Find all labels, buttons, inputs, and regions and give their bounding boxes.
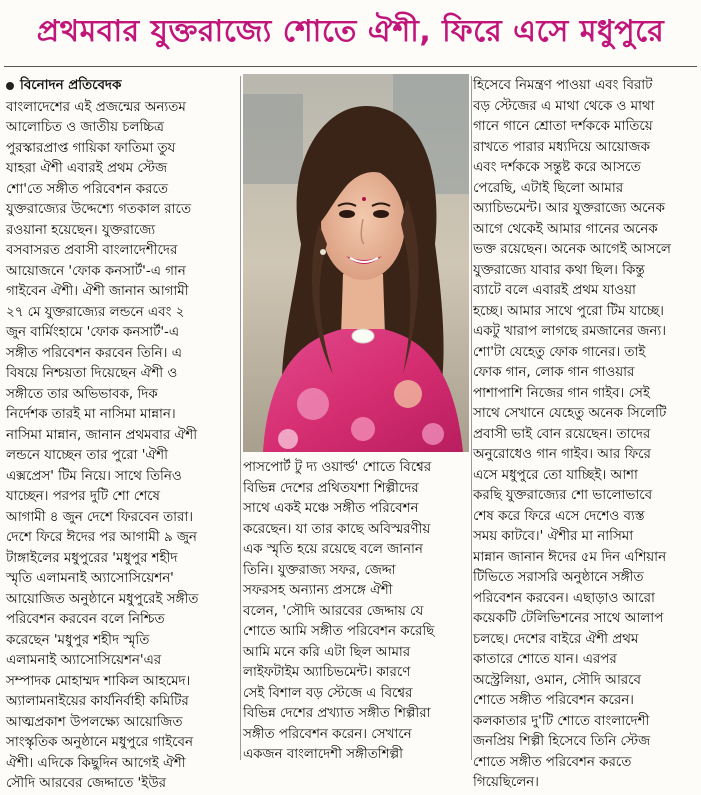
column-2-text-line: এক স্মৃতি হয়ে রয়েছে বলে জানান [243,542,423,557]
column-3-text-line: শোতে সঙ্গীত পরিবেশন করতে [473,754,632,770]
column-3-text-line: গিয়েছিলেন। [473,775,539,790]
column-3-text-line: হিসেবে নিমন্ত্রণ পাওয়া এবং বিরাট [473,78,653,93]
column-1-text-line: সৌদি আরবের জেদ্দাতে 'ইউর [6,776,167,791]
column-3-text-line: শেষ করে ফিরে এসে দেশেও ব্যস্ত [473,508,645,524]
byline-text: বিনোদন প্রতিবেদক [20,78,122,93]
byline [6,76,238,97]
column-1-text-line: সম্পাদক মোহাম্মদ শাকিল আহমেদ। [6,673,191,689]
column-1-text-line: দেশে ফিরে ঈদের পর আগামী ৯ জুন [6,530,197,545]
column-2-text-line: তিনি। যুক্তরাজ্য সফর, জেদ্দা [243,562,396,578]
column-2-text-line: সফরসহ অন্যান্য প্রসঙ্গে ঐশী [243,583,393,598]
column-3-text-line: আগে থেকেই আমার গানের অনেক [473,221,658,237]
column-1-text-line: জুন বার্মিংহামে 'ফোক কনসার্ট'-এ [6,325,180,340]
column-3-text-line: টিভিতে সরাসরি অনুষ্ঠানে সঙ্গীত [473,570,644,585]
column-1-text-line: আয়োজিত অনুষ্ঠানে মধুপুরেই সঙ্গীত [6,591,199,607]
column-3-text-line: একটু খারাপ লাগছে রমজানের জন্য। [473,324,667,339]
column-1-body [6,98,238,795]
column-3-text-line: হচ্ছে। আমার সাথে পুরো টিম যাচ্ছে। [473,303,664,319]
column-2-text-line: বিভিন্ন দেশের প্রখ্যাত সঙ্গীত শিল্পীরা [243,706,431,721]
column-1-text-line: এক্সপ্রেস' টিম নিয়ে। সাথে তিনিও [6,468,182,484]
column-3-text-line: সময় কাটবে।' ঐশীর মা নাসিমা [473,529,634,544]
column-3-text-line: যুক্তরাজ্যে যাবার কথা ছিল। কিন্তু [473,262,645,278]
column-2-text-line: বিভিন্ন দেশের প্রথিতযশা শিল্পীদের [243,480,419,496]
column-1-text-line: সাংস্কৃতিক অনুষ্ঠানে মধুপুরে গাইবেন [6,735,193,750]
column-3-text-line: কাতারে শোতে যান। এরপর [473,652,617,667]
column-3-text-line: রাখতে পারার মধ্যদিয়ে আয়োজক [473,139,650,155]
column-3-text-line: অ্যাচিভমেন্ট। আর যুক্তরাজ্যে অনেক [473,201,665,216]
column-3-text-line: পাশাপাশি নিজের গান গাইব। সেই [473,385,650,401]
headline: প্রথমবার যুক্তরাজ্যে শোতে ঐশী, ফিরে এসে মধুপুরে [36,13,665,49]
column-1-text-line: পরিবেশন করবেন বলে নিশ্চিত [6,612,165,627]
column-1-text-line: যাচ্ছেন। পরপর দুটি শো শেষে [6,489,160,504]
column-3-text-line: কলকাতার দু'টি শোতে বাংলাদেশী [473,713,650,729]
column-2-text-line: শোতে আমি সঙ্গীত পরিবেশন করেছি [243,624,435,639]
column-divider-1 [240,76,241,760]
column-1-text-line: বিষয়ে নিশ্চয়তা দিয়েছেন ঐশী ও [6,366,178,381]
column-1-text-line: ঐশী। এদিকে কিছুদিন আগেই ঐশী [6,755,186,771]
column-2-text-line: সেই বিশাল বড় স্টেজে এ বিশ্বের [243,685,413,701]
column-1-text-line: আয়োজনে 'ফোক কনসার্ট'-এ গান [6,263,186,279]
headline-rule [4,66,697,67]
column-1-text-line: আত্মপ্রকাশ উপলক্ষ্যে আয়োজিত [6,714,183,730]
column-2-text-line: করেছেন। যা তার কাছে অবিস্মরণীয় [243,521,431,537]
column-3-text-line: ব্যাটে বলে এবারই প্রথম যাওয়া [473,283,636,298]
column-1-text-line: সঙ্গীতে তার অভিভাবক, দিক [6,386,158,402]
column-1-text-line: এলামনাই অ্যাসোসিয়েশন'এর [6,653,162,668]
column-1-text-line: বাংলাদেশের এই প্রজন্মের অন্যতম [6,99,186,115]
column-2-text-line: আমি মনে করি এটা ছিল আমার [243,644,411,660]
column-1-text-line: লন্ডনে যাচ্ছেন তার পুরো 'ঐশী [6,448,168,463]
column-1-text-line: আলোচিত ও জাতীয় চলচ্চিত্র [6,120,164,135]
column-1-text-line: ২৭ মে যুক্তরাজ্যের লন্ডনে এবং ২ [6,304,185,320]
column-3-text-line: ভক্ত রয়েছেন। অনেক আগেই আসলে [473,242,671,257]
column-2-text-line: একজন বাংলাদেশী সঙ্গীতশিল্পী [243,747,403,762]
column-3-text-line: শো'টা যেহেতু ফোক গানের। তাই [473,344,646,360]
column-3-text-line: অস্ট্রেলিয়া, ওমান, সৌদি আরবে [473,672,641,688]
column-1-text-line: নাসিমা মান্নান, জানান প্রথমবার ঐশী [6,427,198,443]
column-3-text-line: করছি যুক্তরাজ্যের শো ভালোভাবে [473,488,653,503]
column-2-text-line: লাইফটাইম অ্যাচিভমেন্ট। কারণে [243,665,411,680]
column-1-text-line: শো'তে সঙ্গীত পরিবেশন করতে [6,181,168,197]
column-1-text-line: যাহরা ঐশী এবারই প্রথম স্টেজ [6,161,167,176]
article-column-1 [6,76,238,791]
portrait-image [243,74,469,452]
column-3-text-line: বড় স্টেজের এ মাথা থেকে ও মাথা [473,98,655,114]
column-3-text-line: চলছে। দেশের বাইরে ঐশী প্রথম [473,631,639,647]
column-3-body [473,76,697,794]
column-1-text-line: বসবাসরত প্রবাসী বাংলাদেশীদের [6,243,178,258]
column-2-body [243,458,469,766]
column-1-text-line: আগামী ৪ জুন দেশে ফিরবেন তারা। [6,509,194,525]
column-1-text-line: যুক্তরাজ্যের উদ্দেশ্যে গতকাল রাতে [6,202,191,217]
column-1-text-line: করেছেন 'মধুপুর শহীদ স্মৃতি [6,632,150,648]
singer-photo [243,74,469,452]
article-column-3 [473,76,697,790]
column-2-text-line: সঙ্গীত পরিবেশন করেন। সেখানে [243,726,412,742]
byline-bullet-icon [6,82,14,90]
column-3-text-line: শোতে সঙ্গীত পরিবেশন করেন। [473,693,634,708]
column-1-text-line: পুরস্কারপ্রাপ্ত গায়িকা ফাতিমা তুয [6,140,176,156]
column-3-text-line: এসে মধুপুরে তো যাচ্ছিই। আশা [473,467,638,483]
column-3-text-line: গানে গানে শ্রোতা দর্শককে মাতিয়ে [473,119,653,134]
column-1-text-line: নির্দেশক তারই মা নাসিমা মান্নান। [6,407,176,422]
column-1-text-line: স্মৃতি এলামনাই অ্যাসোসিয়েশন' [6,571,174,586]
column-1-text-line: অ্যালামনাইয়ের কার্যনির্বাহী কমিটির [6,694,189,709]
column-3-text-line: এবং দর্শককে সন্তুষ্ট করে আসতে [473,160,641,175]
column-1-text-line: টাঙ্গাইলের মধুপুরের 'মধুপুর শহীদ [6,550,178,566]
column-1-text-line: সঙ্গীত পরিবেশন করবেন তিনি। এ [6,345,182,361]
column-2-text-line: বলেন, 'সৌদি আরবের জেদ্দায় যে [243,603,424,619]
column-3-text-line: সাথে সেখানে যেহেতু অনেক সিলেটি [473,406,667,421]
column-1-text-line: গাইবেন ঐশী। ঐশী জানান আগামী [6,284,189,299]
column-3-text-line: ফোক গান, লোক গান গাওয়ার [473,365,635,380]
column-divider-2 [471,76,472,760]
article-column-2 [243,458,469,760]
column-3-text-line: পেরেছি, এটাই ছিলো আমার [473,180,624,196]
column-2-text-line: পাসপোর্ট টু দ্য ওয়ার্ল্ড' শোতে বিশ্বের [243,460,432,475]
column-3-text-line: প্রবাসী ভাই বোন রয়েছেন। তাদের [473,426,651,442]
column-3-text-line: মান্নান জানান ঈদের ৫ম দিন এশিয়ান [473,549,667,565]
column-3-text-line: কয়েকটি টেলিভিশনের সাথে আলাপ [473,611,664,626]
column-3-text-line: পরিবেশন করবেন। এছাড়াও আরো [473,590,655,606]
column-3-text-line: অনুরোধেও গান গাইব। আর ফিরে [473,447,651,462]
column-3-text-line: জনপ্রিয় শিল্পী হিসেবে তিনি স্টেজ [473,734,651,749]
column-2-text-line: সাথে একই মঞ্চে সঙ্গীত পরিবেশন [243,501,419,516]
column-1-text-line: রওয়ানা হয়েছেন। যুক্তরাজ্যে [6,222,156,238]
